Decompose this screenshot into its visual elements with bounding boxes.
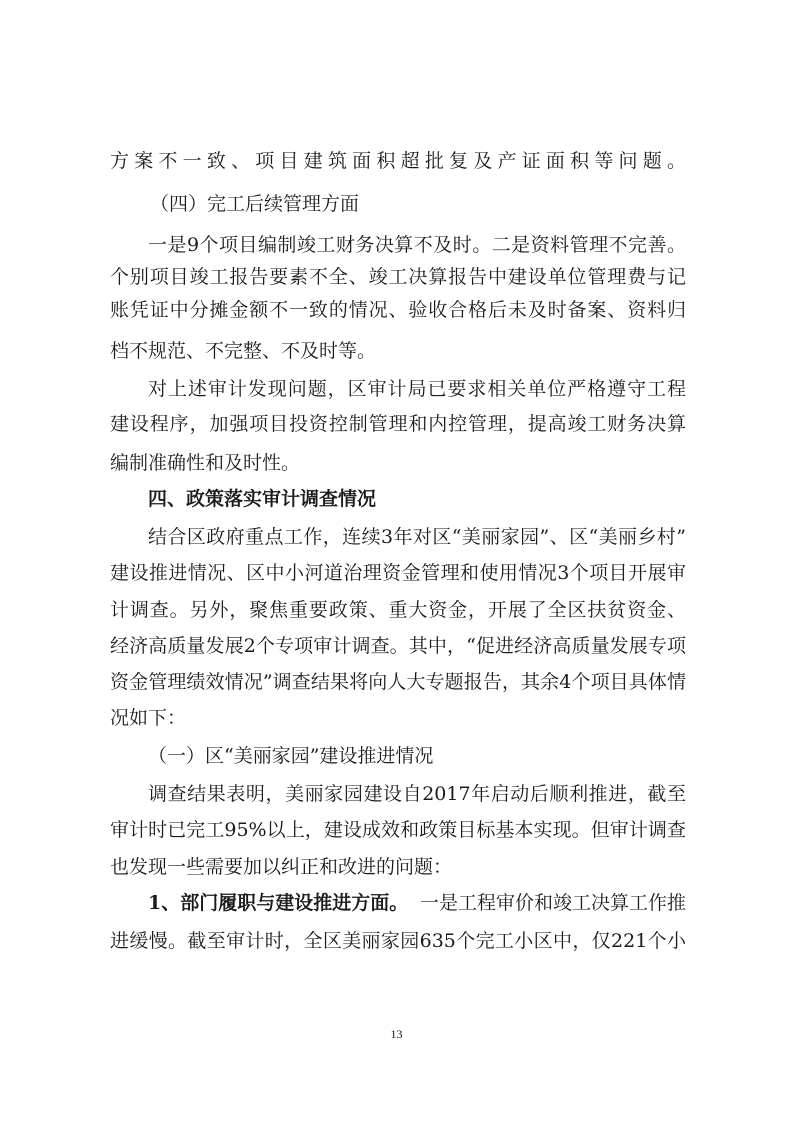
body-text: 一是工程审价和竣工决算工作推 (419, 892, 686, 914)
body-line: 编制准确性和及时性。 (110, 452, 301, 474)
body-line: 个别项目竣工报告要素不全、竣工决算报告中建设单位管理费与记 (110, 266, 686, 288)
body-line: 结合区政府重点工作，连续3年对区“美丽家园”、区“美丽乡村” (148, 526, 686, 548)
body-line: 调查结果表明，美丽家园建设自2017年启动后顺利推进，截至 (148, 783, 686, 805)
body-line: 方案不一致、项目建筑面积超批复及产证面积等问题。 (110, 150, 686, 172)
body-line: 档不规范、不完整、不及时等。 (110, 340, 377, 362)
subsection-heading-1: （一）区“美丽家园”建设推进情况 (148, 745, 434, 767)
body-line: 账凭证中分摊金额不一致的情况、验收合格后未及时备案、资料归 (110, 299, 686, 321)
body-line-with-bold-lead (148, 891, 686, 915)
body-line: 资金管理绩效情况”调查结果将向人大专题报告，其余4个项目具体情 (110, 671, 686, 693)
page-number: 13 (390, 1027, 403, 1041)
section-heading-4: （四）完工后续管理方面 (150, 193, 360, 215)
body-line: 经济高质量发展2个专项审计调查。其中，“促进经济高质量发展专项 (110, 635, 686, 657)
body-line: 审计时已完工95%以上，建设成效和政策目标基本实现。但审计调查 (110, 819, 686, 841)
chapter-heading: 四、政策落实审计调查情况 (148, 488, 377, 510)
body-line: 也发现一些需要加以纠正和改进的问题： (110, 856, 453, 878)
body-line: 况如下： (110, 707, 187, 729)
body-line: 一是9个项目编制竣工财务决算不及时。二是资料管理不完善。 (148, 234, 686, 256)
body-line: 进缓慢。截至审计时，全区美丽家园635个完工小区中，仅221个小 (110, 930, 686, 952)
body-line: 建设程序，加强项目投资控制管理和内控管理，提高竣工财务决算 (110, 413, 686, 435)
bold-lead: 1、部门履职与建设推进方面。 (148, 892, 409, 914)
body-line: 计调查。另外，聚焦重要政策、重大资金，开展了全区扶贫资金、 (110, 599, 686, 621)
body-line: 对上述审计发现问题，区审计局已要求相关单位严格遵守工程 (148, 378, 686, 400)
body-line: 建设推进情况、区中小河道治理资金管理和使用情况3个项目开展审 (110, 562, 686, 584)
